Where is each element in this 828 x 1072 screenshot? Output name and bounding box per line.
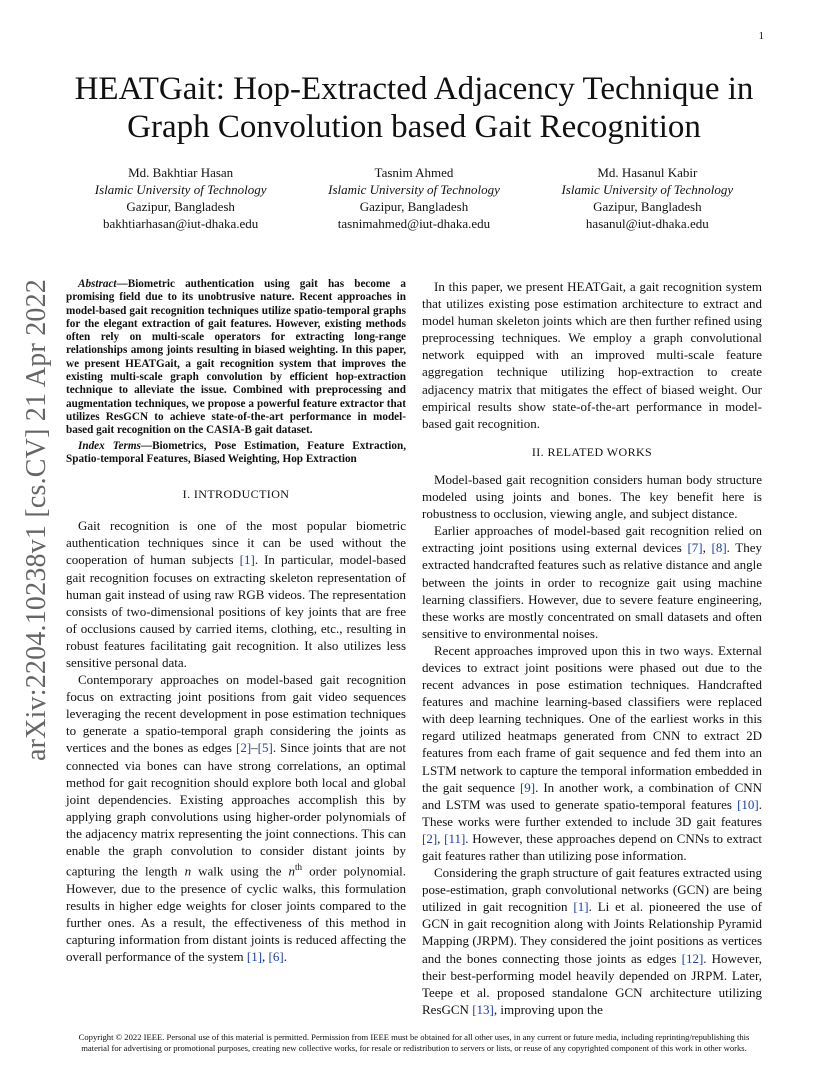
author-location: Gazipur, Bangladesh — [593, 199, 702, 214]
text-run: , — [702, 540, 712, 556]
copyright-footer: Copyright © 2022 IEEE. Personal use of this material is permitted. Permission from IEEE must be obtained for all other uses, in any current or future media, including reprinting/republishing this material for advertising or promotional purposes, creating new collective works, for resale or redistribution to servers or lists, or reuse of any copyrighted component of this work in other works. — [78, 1032, 750, 1053]
text-run: order polynomial. However, due to the presence of cyclic walks, this formulation results in higher edge weights for closer joints compared to the further ones. As a result, the effectiveness of this method in capturing information from distant joints is reduced affecting the overall performance of the system — [66, 863, 406, 964]
citation-link[interactable]: [11] — [444, 830, 466, 846]
right-column — [422, 278, 762, 1018]
text-run: . In another work, a combination of CNN and LSTM was used to generate spatio-temporal features — [422, 779, 763, 812]
text-run: . However, their best-performing model heavily depended on JRPM. Later, Teepe et al. proposed standalone GCN architecture utilizing ResGCN — [422, 950, 763, 1017]
superscript: th — [295, 862, 303, 873]
citation-link[interactable]: [8] — [711, 540, 727, 556]
author-email[interactable]: tasnimahmed@iut-dhaka.edu — [337, 216, 491, 231]
author-location: Gazipur, Bangladesh — [359, 199, 469, 214]
related-paragraph-1: Model-based gait recognition considers human body structure modeled using joints and bones. The key benefit here is robustness to occlusion, viewing angle, and subject distance. — [422, 471, 762, 522]
text-run: . They extracted handcrafted features such as relative distance and angle between the joints in order to recognize gait using machine learning classifiers. However, due to severe feature engineering, these works are mostly concentrated on small datasets and often sensitive to environmental noises. — [422, 540, 763, 641]
citation-link[interactable]: [6] — [268, 948, 284, 964]
abstract — [66, 278, 406, 438]
related-paragraph-4 — [422, 864, 762, 1018]
author-affiliation: Islamic University of Technology — [94, 182, 267, 197]
author-affiliation: Islamic University of Technology — [328, 182, 500, 197]
text-run: Earlier approaches of model-based gait recognition relied on extracting joint positions using external devices — [422, 523, 762, 556]
author-3 — [531, 164, 764, 232]
citation-link[interactable]: [5] — [257, 740, 273, 756]
text-run: Gait recognition is one of the most popular biometric authentication techniques since it can be used without the cooperation of human subjects — [66, 518, 406, 568]
intro-paragraph-2 — [66, 671, 406, 965]
index-terms — [66, 440, 406, 467]
left-column — [66, 278, 406, 965]
citation-link[interactable]: [12] — [681, 950, 704, 966]
citation-link[interactable]: [9] — [519, 779, 536, 795]
text-run: . However, these approaches depend on CNNs to extract gait features rather than utilizing pose information. — [422, 830, 763, 863]
author-name: Md. Hasanul Kabir — [597, 165, 698, 180]
author-email[interactable]: bakhtiarhasan@iut-dhaka.edu — [103, 216, 259, 231]
abstract-label: Abstract — [78, 278, 117, 290]
author-name: Md. Bakhtiar Hasan — [128, 165, 234, 180]
page-number: 1 — [758, 30, 764, 42]
section-heading-introduction: I. INTRODUCTION — [182, 487, 290, 502]
section-heading-related-works: II. RELATED WORKS — [531, 444, 653, 459]
math-variable: n — [288, 863, 296, 879]
text-run: – — [251, 740, 258, 756]
author-email[interactable]: hasanul@iut-dhaka.edu — [585, 216, 709, 231]
author-1 — [64, 164, 297, 232]
author-affiliation: Islamic University of Technology — [561, 182, 734, 197]
citation-link[interactable]: [1] — [573, 899, 589, 915]
text-run: , improving upon the — [493, 1001, 603, 1017]
text-run: . Li et al. pioneered the use of GCN in gait recognition along with Joints Relationship Pyramid Mapping (JRPM). They considered the joint positions as vertices and the bones connecting those joints as edges — [422, 899, 762, 966]
abstract-text: —Biometric authentication using gait has become a promising field due to its unobtrusive nature. Recent approaches in model-based gait recognition techniques utilize spatio-temporal graphs for the elegant extraction of gait features. However, existing methods often rely on multi-scale operators for extracting long-range relationships among joints resulting in biased weighting. In this paper, we present HEATGait, a gait recognition system that improves the existing multi-scale graph convolution by efficient hop-extraction technique to alleviate the issue. Combined with preprocessing and augmentation techniques, we propose a powerful feature extractor that utilizes ResGCN to achieve state-of-the-art performance in model-based gait recognition on the CASIA-B gait dataset. — [66, 278, 406, 437]
citation-link[interactable]: [1] — [239, 552, 255, 568]
author-name: Tasnim Ahmed — [374, 165, 454, 180]
citation-link[interactable]: [7] — [687, 540, 703, 556]
author-2 — [297, 164, 530, 232]
index-terms-label: Index Terms — [78, 439, 141, 452]
related-paragraph-3 — [422, 642, 762, 864]
intro-paragraph-3: In this paper, we present HEATGait, a gait recognition system that utilizes existing pose estimation architecture to extract and model human skeleton joints which are then further refined using preprocessing techniques. We employ a graph convolutional network equipped with an improved multi-scale feature aggregation technique utilizing hop-extraction to create adjacency matrix that mitigates the effect of biased weight. Our empirical results show state-of-the-art performance in model-based gait recognition. — [422, 279, 762, 431]
arxiv-identifier-text: arXiv:2204.10238v1 [cs.CV] 21 Apr 2022 — [21, 278, 52, 762]
paper-title: HEATGait: Hop-Extracted Adjacency Technique in Graph Convolution based Gait Recognition — [74, 71, 754, 145]
text-run: walk using the — [191, 863, 289, 879]
text-run: Recent approaches improved upon this in two ways. External devices to extract joint positions were phased out due to the recent advances in pose estimation techniques. Handcrafted features and machine learning-based classifiers were replaced with deep learning techniques. One of the earliest works in this regard utilized heatmaps generated from CNN to extract 2D features from each frame of gait sequence and fed them into an LSTM network to capture the temporal information embedded in the gait sequence — [422, 642, 762, 795]
text-run: . In particular, model-based gait recognition focuses on extracting skeleton representation of human gait instead of using raw RGB videos. The representation consists of two-dimensional positions of key joints that are free of occlusions caused by carried items, clothing, etc., resulting in robust features facilitating gait recognition. It also utilizes less sensitive personal data. — [66, 552, 406, 670]
intro-paragraph-1 — [66, 517, 406, 671]
text-run: , — [262, 948, 269, 964]
text-run: Considering the graph structure of gait features extracted using pose-estimation, graph convolutional networks (GCN) are being utilized in gait recognition — [422, 865, 762, 915]
text-run: . — [283, 948, 287, 964]
index-terms-text: —Biometrics, Pose Estimation, Feature Extraction, Spatio-temporal Features, Biased Weighting, Hop Extraction — [66, 439, 406, 465]
arxiv-identifier[interactable] — [21, 278, 52, 762]
text-run: . These works were further extended to include 3D gait features — [422, 796, 762, 829]
citation-link[interactable]: [13] — [472, 1001, 494, 1017]
citation-link[interactable]: [10] — [737, 796, 759, 812]
citation-link[interactable]: [2] — [236, 740, 252, 756]
text-run: , — [437, 830, 445, 846]
related-paragraph-2 — [422, 522, 762, 642]
citation-link[interactable]: [2] — [422, 830, 438, 846]
citation-link[interactable]: [1] — [246, 948, 263, 964]
text-run: . Since joints that are not connected via bones can have strong correlations, an optimal method for gait recognition should explore both local and global joint dependencies. Existing approaches accomplish this by applying graph convolutions using higher-order polynomials of the adjacency matrix representing the joint connections. This can enable the graph convolution to consider distant joints by capturing the length — [66, 740, 406, 879]
text-run: Contemporary approaches on model-based gait recognition focus on extracting joint positions from gait video sequences leveraging the recent development in pose estimation techniques to generate a spatio-temporal graph considering the joints as vertices and the bones as edges — [66, 672, 406, 756]
math-variable: n — [184, 863, 192, 879]
author-location: Gazipur, Bangladesh — [126, 199, 235, 214]
author-block — [64, 164, 764, 232]
